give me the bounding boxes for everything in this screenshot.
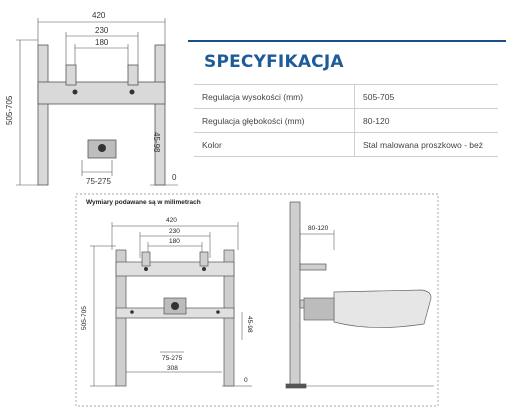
top-dim-zero: 0 <box>172 173 177 182</box>
spec-value: 80-120 <box>355 109 499 133</box>
table-row <box>194 109 498 133</box>
bottom-dim-420: 420 <box>166 217 177 224</box>
top-dim-75-275: 75-275 <box>86 177 111 186</box>
units-note: Wymiary podawane są w milimetrach <box>86 199 201 206</box>
bottom-dim-230: 230 <box>169 228 180 235</box>
table-row <box>194 85 498 109</box>
top-dim-180: 180 <box>95 38 109 47</box>
spec-label: Regulacja głębokości (mm) <box>194 109 355 133</box>
bottom-dim-180: 180 <box>169 238 180 245</box>
top-dim-45-98: 45-98 <box>152 132 161 153</box>
top-dim-height: 505-705 <box>5 95 14 125</box>
bottom-dim-75-275: 75-275 <box>162 355 183 362</box>
bottom-dim-depth: 80-120 <box>308 225 329 232</box>
table-row <box>194 133 498 157</box>
spec-value: 505-705 <box>355 85 499 109</box>
bottom-dim-45-98: 45-98 <box>246 316 253 333</box>
bottom-dim-zero: 0 <box>244 377 248 384</box>
top-dim-420: 420 <box>92 11 106 20</box>
spec-label: Kolor <box>194 133 355 157</box>
specification-panel <box>194 40 504 157</box>
page-title: SPECYFIKACJA <box>204 52 344 72</box>
bottom-dim-height: 505-705 <box>81 306 88 330</box>
specification-table <box>194 84 498 157</box>
header-rule <box>188 40 506 42</box>
frame-drawing-top <box>0 0 190 195</box>
spec-label: Regulacja wysokości (mm) <box>194 85 355 109</box>
bottom-dim-308: 308 <box>167 365 178 372</box>
frame-drawing-bottom <box>72 190 442 410</box>
top-dim-230: 230 <box>95 26 109 35</box>
spec-value: Stal malowana proszkowo - beż <box>355 133 499 157</box>
